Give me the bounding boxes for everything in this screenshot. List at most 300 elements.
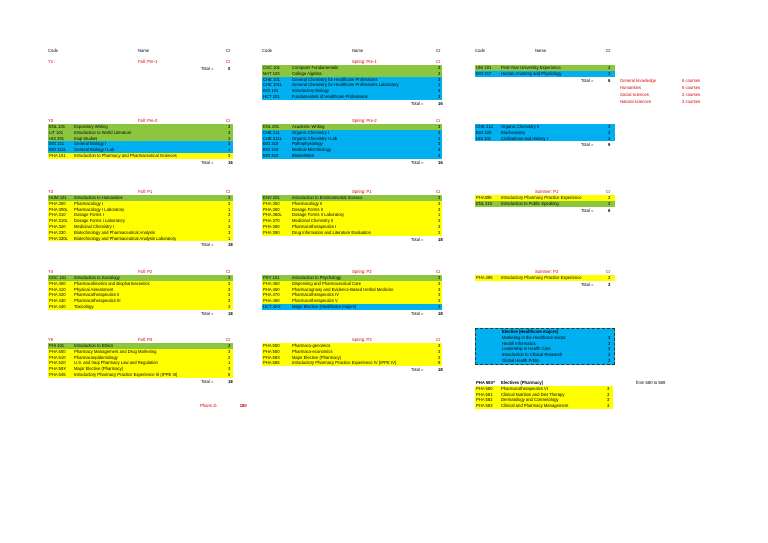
term-total bbox=[48, 378, 233, 385]
course-code: PHA395 bbox=[476, 195, 492, 200]
elective-code: PHA 582 bbox=[476, 397, 493, 403]
course-credits: 1 bbox=[438, 82, 441, 88]
elective-credits: 3 bbox=[608, 357, 611, 363]
healthcare-electives bbox=[475, 328, 615, 365]
total-value: 18 bbox=[228, 242, 233, 248]
header-cr: Cr bbox=[606, 48, 611, 53]
course-credits: 3 bbox=[438, 200, 441, 206]
course-credits: 1 bbox=[228, 360, 231, 366]
course-name: Biochemistry bbox=[501, 129, 525, 135]
course-credits: 3 bbox=[228, 303, 231, 309]
total-label: Total = bbox=[581, 281, 594, 287]
header-cr: Cr bbox=[436, 48, 441, 53]
term-total bbox=[475, 77, 615, 84]
total-label: Total = bbox=[201, 66, 214, 71]
course-credits: 3 bbox=[438, 195, 441, 200]
pharmacy-electives bbox=[475, 380, 613, 409]
course-credits: 3 bbox=[228, 348, 231, 354]
gened-label: Natural sciences bbox=[620, 99, 651, 104]
course-name: Expository Writing bbox=[74, 124, 108, 129]
course-code: PHA 420 bbox=[49, 292, 66, 298]
term-block bbox=[262, 188, 442, 243]
total-label: Total = bbox=[581, 142, 594, 148]
course-name: General Biology I bbox=[74, 141, 107, 147]
gened-row bbox=[620, 92, 740, 99]
term-header bbox=[262, 58, 442, 65]
course-code: PHA 330 bbox=[49, 229, 66, 235]
course-credits: 3 bbox=[438, 152, 441, 158]
course-name: U.S. and Iraqi Pharmacy Law and Regulation bbox=[74, 360, 158, 366]
course-name: Pharmacology I Laboratory bbox=[74, 206, 125, 212]
pharmd-total bbox=[200, 403, 247, 408]
total-label: Total = bbox=[201, 378, 214, 384]
course-credits: 3 bbox=[608, 129, 611, 135]
total-value: 16 bbox=[438, 159, 443, 165]
total-value: 18 bbox=[438, 310, 443, 316]
course-credits: 3 bbox=[608, 200, 611, 206]
course-credits: 3 bbox=[228, 223, 231, 229]
term-block bbox=[48, 117, 233, 166]
course-credits: 6 bbox=[228, 371, 231, 377]
term-block bbox=[475, 268, 615, 288]
total-value: 18 bbox=[438, 236, 443, 242]
course-name: Dosage Forms II bbox=[292, 206, 323, 212]
elective-credits: 3 bbox=[607, 385, 610, 391]
course-code: PHA 545 bbox=[49, 371, 66, 377]
electives-code: PHA 58X* bbox=[476, 380, 495, 385]
course-credits: 3 bbox=[228, 212, 231, 218]
total-value: 16 bbox=[228, 159, 233, 165]
course-name: Organic Chemistry I Lab bbox=[292, 135, 338, 141]
term-block bbox=[262, 336, 442, 373]
course-code: BIO 211L bbox=[49, 147, 67, 153]
elective-credits: 3 bbox=[608, 334, 611, 340]
term-header bbox=[262, 188, 442, 195]
course-credits: 3 bbox=[228, 195, 231, 200]
term-title: Spring: P3 bbox=[352, 337, 372, 342]
course-credits: 3 bbox=[438, 70, 441, 76]
term-title: Spring: P2 bbox=[352, 269, 372, 274]
course-credits: 1 bbox=[228, 147, 231, 153]
course-name: Major Elective (Pharmacy) bbox=[74, 366, 124, 372]
elective-code: PHA 581 bbox=[476, 391, 493, 397]
course-code: PHA 440 bbox=[49, 303, 66, 309]
electives-title: Elective (Healthcare majors) bbox=[502, 329, 559, 334]
elective-name: Dermatology and Cosmetology bbox=[501, 397, 559, 403]
course-name: First-Year University Experience bbox=[501, 65, 561, 70]
elective-code: PHA 580 bbox=[476, 385, 493, 391]
course-code: BIO 101 bbox=[263, 88, 279, 94]
course-name: Introduction to Environmental Science bbox=[292, 195, 363, 200]
course-code: PHA 480 bbox=[263, 298, 280, 304]
course-code: SOC 101 bbox=[49, 275, 67, 280]
elective-name: Health Informatics bbox=[502, 340, 536, 346]
total-label: Total = bbox=[411, 236, 424, 242]
term-block bbox=[262, 58, 442, 107]
credit-col-header: Cr bbox=[436, 118, 441, 123]
course-name: Pharmacotherapeutics IV bbox=[292, 292, 340, 298]
course-code: CHE 211L bbox=[263, 135, 283, 141]
course-credits: 3 bbox=[228, 129, 231, 135]
gened-value: 5 courses bbox=[682, 85, 701, 90]
course-credits: 3 bbox=[608, 70, 611, 76]
gened-row bbox=[620, 78, 740, 85]
course-credits: 3 bbox=[438, 343, 441, 348]
pharmd-label: Pharm.D. bbox=[200, 403, 218, 408]
term-block bbox=[262, 117, 442, 166]
course-credits: 3 bbox=[438, 124, 441, 129]
course-credits: 3 bbox=[228, 280, 231, 286]
course-code: CHE 211 bbox=[263, 129, 280, 135]
term-header bbox=[48, 58, 233, 65]
course-code: BIO 217 bbox=[476, 70, 492, 76]
course-credits: 3 bbox=[438, 88, 441, 94]
course-code: PHA 460 bbox=[263, 286, 280, 292]
course-credits: 3 bbox=[438, 218, 441, 224]
term-total bbox=[262, 366, 442, 373]
course-credits: 3 bbox=[608, 275, 611, 280]
term-total bbox=[48, 65, 233, 72]
gened-row bbox=[620, 99, 740, 106]
course-credits: 3 bbox=[228, 141, 231, 147]
course-name: Introduction to Public Speaking bbox=[501, 200, 559, 206]
total-value: 3 bbox=[608, 281, 611, 287]
course-code: PHA 410 bbox=[49, 286, 66, 292]
elective-code: PHA 583 bbox=[476, 403, 493, 409]
course-name: Pharmacognosy and Evidence-Based Herbal Medicine bbox=[292, 286, 394, 292]
course-code: PHA 101 bbox=[49, 152, 66, 158]
course-name: Academic Writing bbox=[292, 124, 325, 129]
course-name: Pathophysiology bbox=[292, 141, 323, 147]
course-code: BIO 210 bbox=[263, 152, 279, 158]
course-credits: 3 bbox=[228, 366, 231, 372]
course-code: PHA 360 bbox=[263, 206, 280, 212]
course-credits: 3 bbox=[438, 354, 441, 360]
course-code: PHA 360L bbox=[263, 212, 282, 218]
course-code: BIO 220 bbox=[476, 129, 492, 135]
course-name: Introductory Pharmacy Practice Experience III (IPPE III) bbox=[74, 371, 178, 377]
year-label: Y2 bbox=[48, 118, 54, 123]
course-code: PHA 550 bbox=[263, 343, 280, 348]
course-code: PHA 370 bbox=[263, 218, 280, 224]
term-block bbox=[48, 336, 233, 385]
total-value: 6 bbox=[608, 77, 611, 83]
elective-name: Leadership in Health Care bbox=[502, 346, 551, 352]
term-header bbox=[48, 188, 233, 195]
course-code: BIO 310 bbox=[263, 141, 279, 147]
term-total bbox=[262, 159, 442, 166]
credit-col-header: Cr bbox=[436, 59, 441, 64]
course-name: Major Elective (Healthcare majors) bbox=[292, 303, 357, 309]
course-credits: 3 bbox=[438, 65, 441, 70]
course-credits: 3 bbox=[438, 93, 441, 99]
term-total bbox=[262, 236, 442, 243]
course-name: Organic Chemistry II bbox=[501, 124, 540, 129]
course-credits: 3 bbox=[228, 286, 231, 292]
term-total bbox=[48, 310, 233, 317]
course-code: UNI 101 bbox=[476, 65, 492, 70]
course-name: Major Elective (Pharmacy) bbox=[292, 354, 342, 360]
term-block bbox=[475, 58, 615, 84]
course-name: General Biology I Lab bbox=[74, 147, 115, 153]
credit-col-header: Cr bbox=[226, 189, 231, 194]
total-label: Total = bbox=[581, 207, 594, 213]
course-code: PHA 585 bbox=[263, 360, 280, 366]
course-credits: 3 bbox=[438, 141, 441, 147]
total-value: 18 bbox=[228, 378, 233, 384]
term-title: Fall: P1 bbox=[138, 189, 153, 194]
pharmd-value: 180 bbox=[239, 403, 247, 408]
course-credits: 3 bbox=[228, 275, 231, 280]
term-title: Fall: P3 bbox=[138, 337, 153, 342]
gened-label: Humanities bbox=[620, 85, 641, 90]
total-label: Total = bbox=[411, 367, 424, 373]
gened-label: General knowledge bbox=[620, 78, 657, 83]
course-code: CHE 101 bbox=[263, 76, 280, 82]
header-name: Name bbox=[535, 48, 547, 53]
gened-summary bbox=[620, 78, 740, 106]
total-value: 16 bbox=[438, 100, 443, 106]
course-name: Civilizations and History I bbox=[501, 135, 548, 141]
elective-name: Global Health Prblm bbox=[502, 357, 540, 363]
term-header bbox=[262, 117, 442, 124]
course-code: PHA 58X bbox=[263, 354, 280, 360]
course-name: Introduction to World Literature bbox=[74, 129, 132, 135]
total-value: 9 bbox=[608, 142, 611, 148]
course-code: HCT 101 bbox=[263, 93, 280, 99]
course-code: ENL 210 bbox=[476, 200, 493, 206]
total-label: Total = bbox=[201, 159, 214, 165]
course-credits: 3 bbox=[228, 343, 231, 348]
elective-credits: 3 bbox=[607, 391, 610, 397]
course-name: Introduction to Pharmacy and Pharmaceutical Sciences bbox=[74, 152, 177, 158]
term-header bbox=[475, 188, 615, 195]
elective-credits: 3 bbox=[608, 352, 611, 358]
course-code: PHA 350 bbox=[263, 200, 280, 206]
course-name: Pharmacokinetics and Biopharmaceutics bbox=[74, 280, 150, 286]
term-header bbox=[48, 117, 233, 124]
course-name: Pharmaco-economics bbox=[292, 348, 333, 354]
course-credits: 1 bbox=[438, 135, 441, 141]
course-code: CSC 101 bbox=[263, 65, 280, 70]
elective-credits: 3 bbox=[608, 340, 611, 346]
course-code: PSY 101 bbox=[263, 275, 280, 280]
course-credits: 3 bbox=[228, 135, 231, 141]
credit-col-header: Cr bbox=[606, 189, 611, 194]
course-name: Pharmaco-genomics bbox=[292, 343, 331, 348]
term-total bbox=[475, 281, 615, 288]
course-credits: 3 bbox=[438, 76, 441, 82]
course-credits: 3 bbox=[438, 292, 441, 298]
course-name: Dosage Forms II Laboratory bbox=[292, 212, 345, 218]
course-code: PHA 310L bbox=[49, 218, 68, 224]
course-name: Pharmacotherapeutics III bbox=[74, 298, 121, 304]
course-name: Dosage Forms I Laboratory bbox=[74, 218, 125, 224]
course-name: Physical Assessment bbox=[74, 286, 114, 292]
term-block bbox=[48, 188, 233, 248]
term-total bbox=[48, 241, 233, 248]
course-name: Computer Fundamentals bbox=[292, 65, 339, 70]
term-title: Fall: Pre-1 bbox=[138, 59, 158, 64]
course-name: Introductory Pharmacy Practice Experience bbox=[501, 195, 582, 200]
course-name: Introduction to Humanities bbox=[74, 195, 123, 200]
course-code: HIS 201 bbox=[49, 135, 65, 141]
header-code: Code bbox=[48, 48, 59, 53]
course-credits: 2 bbox=[228, 354, 231, 360]
electives-range-note: from 580 to 589 bbox=[636, 380, 666, 385]
course-credits: 3 bbox=[438, 280, 441, 286]
course-credits: 3 bbox=[228, 229, 231, 235]
term-header bbox=[262, 336, 442, 343]
course-credits: 3 bbox=[608, 195, 611, 200]
course-code: PHA 300 bbox=[49, 200, 66, 206]
credit-col-header: Cr bbox=[436, 337, 441, 342]
total-label: Total = bbox=[581, 77, 594, 83]
elective-name: Clinical Nutrition and Diet Therapy bbox=[501, 391, 565, 397]
course-credits: 3 bbox=[438, 286, 441, 292]
course-name: Pharmacotherapeutics V bbox=[292, 298, 338, 304]
course-credits: 3 bbox=[228, 124, 231, 129]
course-name: Medicinal Chemistry II bbox=[292, 218, 334, 224]
gened-value: 2 courses bbox=[682, 99, 701, 104]
course-credits: 3 bbox=[438, 275, 441, 280]
term-header bbox=[475, 58, 615, 65]
elective-row bbox=[475, 403, 613, 409]
credit-col-header: Cr bbox=[436, 189, 441, 194]
course-code: BIO 211 bbox=[49, 141, 65, 147]
course-code: PHA 300L bbox=[49, 206, 68, 212]
course-code: LIT 101 bbox=[49, 129, 64, 135]
course-credits: 9 bbox=[438, 360, 441, 366]
elective-name: Clinical and Pharmacy Management bbox=[501, 403, 569, 409]
elective-row bbox=[476, 358, 614, 364]
term-total bbox=[475, 141, 615, 148]
total-value: 6 bbox=[608, 207, 611, 213]
course-code: CHE 101L bbox=[263, 82, 283, 88]
course-name: General Chemistry for Healthcare Professions bbox=[292, 76, 378, 82]
course-code: CHE 212 bbox=[476, 124, 493, 129]
year-label: Y1 bbox=[48, 59, 54, 64]
course-credits: 3 bbox=[608, 124, 611, 129]
header-name: Name bbox=[138, 48, 150, 53]
term-header bbox=[48, 268, 233, 275]
course-credits: 1 bbox=[228, 235, 231, 241]
total-label: Total = bbox=[201, 310, 214, 316]
term-header bbox=[48, 336, 233, 343]
course-code: PHA 560 bbox=[263, 348, 280, 354]
total-label: Total = bbox=[411, 159, 424, 165]
credit-col-header: Cr bbox=[436, 269, 441, 274]
course-name: Introduction to Ethics bbox=[74, 343, 114, 348]
course-code: PHA 495 bbox=[476, 275, 493, 280]
course-name: Introductory Pharmacy Practice Experience bbox=[501, 275, 582, 280]
course-name: Pharmacy Management and Drug Marketing bbox=[74, 348, 157, 354]
course-credits: 3 bbox=[608, 135, 611, 141]
total-label: Total = bbox=[201, 242, 214, 248]
course-code: BIO 219 bbox=[263, 147, 279, 153]
course-code: PHA 380 bbox=[263, 223, 280, 229]
term-header bbox=[262, 268, 442, 275]
course-name: Introduction to Psychology bbox=[292, 275, 342, 280]
course-name: Biostatistics bbox=[292, 152, 315, 158]
course-name: Medicinal Chemistry I bbox=[74, 223, 115, 229]
course-credits: 3 bbox=[228, 152, 231, 158]
course-credits: 3 bbox=[438, 129, 441, 135]
course-credits: 1 bbox=[228, 206, 231, 212]
header-cr: Cr bbox=[226, 48, 231, 53]
course-code: HIS 101 bbox=[476, 135, 492, 141]
term-total bbox=[262, 100, 442, 107]
term-title: Fall: P2 bbox=[138, 269, 153, 274]
elective-name: Pharmacotherapeutics VI bbox=[501, 385, 549, 391]
course-name: Pharmacotherapeutics II bbox=[74, 292, 120, 298]
course-credits: 3 bbox=[438, 223, 441, 229]
electives-title: Electives (Pharmacy) bbox=[501, 380, 544, 385]
credit-col-header: Cr bbox=[606, 269, 611, 274]
course-name: Biotechnology and Pharmaceutical Analysis Laboratory bbox=[74, 235, 177, 241]
total-value: 18 bbox=[438, 367, 443, 373]
gened-row bbox=[620, 85, 740, 92]
elective-credits: 3 bbox=[607, 403, 610, 409]
course-name: Pharmacotherapeutics I bbox=[292, 223, 337, 229]
course-name: Pharmacology II bbox=[292, 200, 323, 206]
term-total bbox=[262, 310, 442, 317]
course-code: HCT 4XX bbox=[263, 303, 281, 309]
term-title: Spring: P1 bbox=[352, 189, 372, 194]
course-name: Medical Microbiology bbox=[292, 147, 332, 153]
course-code: PHA 520 bbox=[49, 360, 66, 366]
course-credits: 3 bbox=[438, 206, 441, 212]
course-credits: 3 bbox=[228, 292, 231, 298]
course-name: Organic Chemistry I bbox=[292, 129, 329, 135]
course-code: PHA 320 bbox=[49, 223, 66, 229]
credit-col-header: Cr bbox=[226, 118, 231, 123]
course-name: College Algebra bbox=[292, 70, 322, 76]
term-block bbox=[48, 58, 233, 72]
total-label: Total = bbox=[411, 100, 424, 106]
year-label: Y4 bbox=[48, 269, 54, 274]
term-title: Summer: P1 bbox=[535, 189, 559, 194]
header-name: Name bbox=[352, 48, 364, 53]
course-credits: 3 bbox=[438, 348, 441, 354]
course-name: Dosage Forms I bbox=[74, 212, 104, 218]
course-code: PHA 510 bbox=[49, 354, 66, 360]
term-block bbox=[475, 117, 615, 148]
course-code: MAT 103 bbox=[263, 70, 280, 76]
course-credits: 2 bbox=[438, 229, 441, 235]
course-code: PHA 310 bbox=[49, 212, 66, 218]
total-value: 18 bbox=[228, 310, 233, 316]
course-name: Drug Information and Literature Evaluation bbox=[292, 229, 371, 235]
term-title: Spring: Pre-1 bbox=[352, 59, 377, 64]
course-credits: 3 bbox=[228, 200, 231, 206]
header-code: Code bbox=[262, 48, 273, 53]
term-block bbox=[475, 188, 615, 214]
credit-col-header: Cr bbox=[226, 337, 231, 342]
course-code: HUM 101 bbox=[49, 195, 67, 200]
term-header bbox=[475, 268, 615, 275]
term-block bbox=[262, 268, 442, 317]
course-credits: 3 bbox=[228, 298, 231, 304]
total-label: Total = bbox=[411, 310, 424, 316]
course-name: Human Anatomy and Physiology bbox=[501, 70, 562, 76]
course-credits: 3 bbox=[438, 147, 441, 153]
course-credits: 1 bbox=[438, 212, 441, 218]
course-credits: 3 bbox=[438, 298, 441, 304]
term-title: Spring: Pre-2 bbox=[352, 118, 377, 123]
course-name: Introductory Biology bbox=[292, 88, 330, 94]
course-code: PHI 101 bbox=[49, 343, 65, 348]
